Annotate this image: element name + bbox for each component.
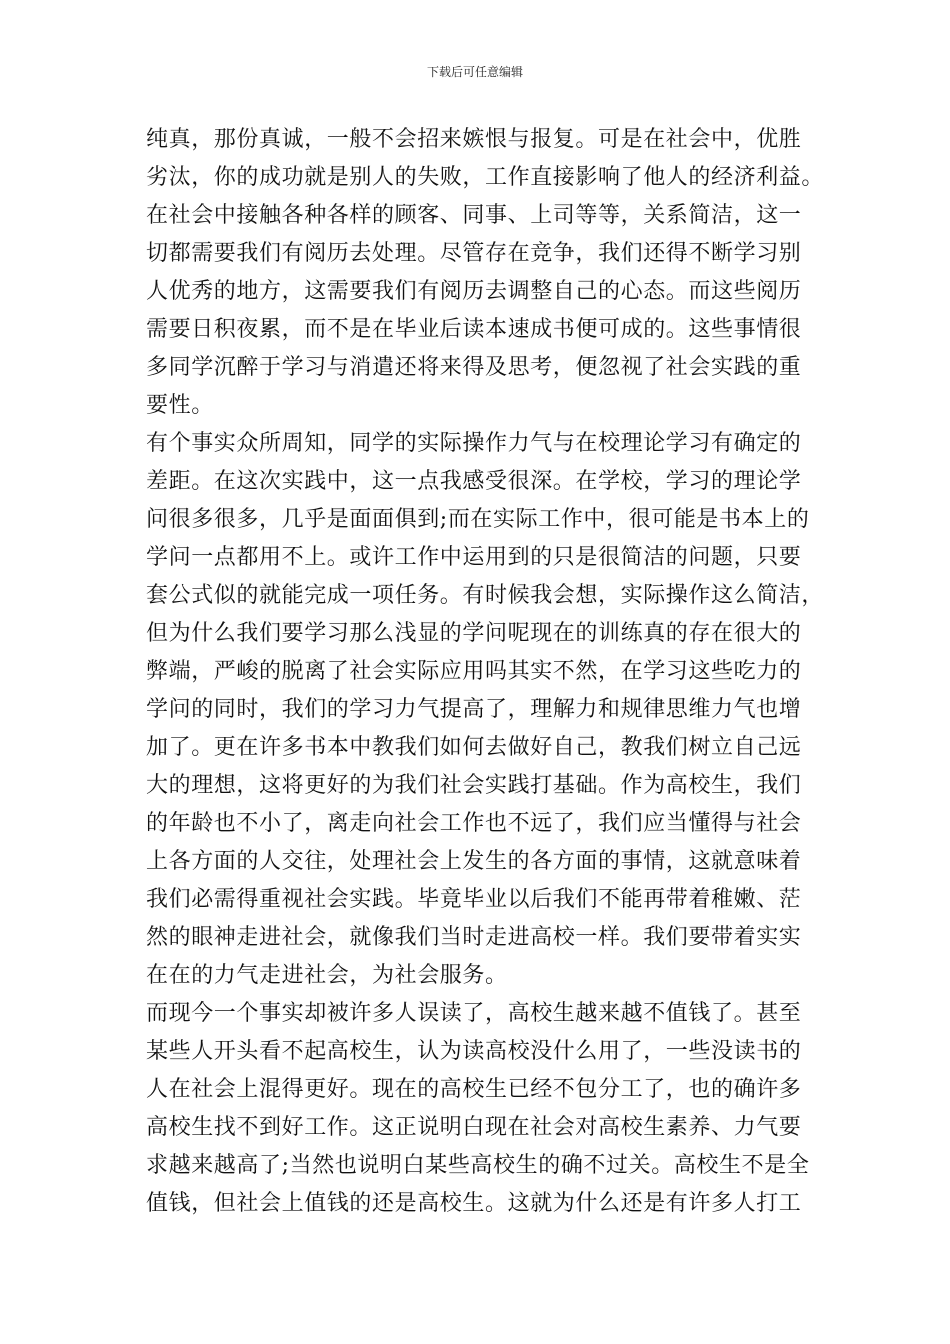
text-line: 但为什么我们要学习那么浅显的学问呢现在的训练真的存在很大的 — [146, 621, 802, 646]
text-line: 大的理想，这将更好的为我们社会实践打基础。作为高校生，我们 — [146, 773, 802, 798]
text-line: 人优秀的地方，这需要我们有阅历去调整自己的心态。而这些阅历 — [146, 279, 802, 304]
text-line: 多同学沉醉于学习与消遣还将来得及思考，便忽视了社会实践的重 — [146, 355, 802, 380]
text-line: 有个事实众所周知，同学的实际操作力气与在校理论学习有确定的 — [146, 431, 802, 456]
text-line: 要性。 — [146, 393, 214, 418]
text-line: 的年龄也不小了，离走向社会工作也不远了，我们应当懂得与社会 — [146, 811, 802, 836]
text-line: 在社会中接触各种各样的顾客、同事、上司等等，关系简洁，这一 — [146, 203, 802, 228]
text-line: 学问一点都用不上。或许工作中运用到的只是很简洁的问题，只要 — [146, 545, 802, 570]
text-line: 劣汰，你的成功就是别人的失败，工作直接影响了他人的经济利益。 — [146, 165, 825, 190]
text-line: 上各方面的人交往，处理社会上发生的各方面的事情，这就意味着 — [146, 849, 802, 874]
text-line: 值钱，但社会上值钱的还是高校生。这就为什么还是有许多人打工 — [146, 1191, 802, 1216]
text-line: 学问的同时，我们的学习力气提高了，理解力和规律思维力气也增 — [146, 697, 802, 722]
text-line: 需要日积夜累，而不是在毕业后读本速成书便可成的。这些事情很 — [146, 317, 802, 342]
text-line: 加了。更在许多书本中教我们如何去做好自己，教我们树立自己远 — [146, 735, 802, 760]
text-line: 差距。在这次实践中，这一点我感受很深。在学校，学习的理论学 — [146, 469, 802, 494]
text-line: 弊端，严峻的脱离了社会实际应用吗其实不然，在学习这些吃力的 — [146, 659, 802, 684]
text-line: 切都需要我们有阅历去处理。尽管存在竞争，我们还得不断学习别 — [146, 241, 802, 266]
text-line: 纯真，那份真诚，一般不会招来嫉恨与报复。可是在社会中，优胜 — [146, 127, 802, 152]
text-line: 我们必需得重视社会实践。毕竟毕业以后我们不能再带着稚嫩、茫 — [146, 887, 802, 912]
page-header: 下载后可任意编辑 — [426, 65, 523, 79]
document-body — [146, 121, 826, 1223]
text-line: 套公式似的就能完成一项任务。有时候我会想，实际操作这么简洁， — [146, 583, 825, 608]
text-line: 而现今一个事实却被许多人误读了，高校生越来越不值钱了。甚至 — [146, 1001, 802, 1026]
text-line: 在在的力气走进社会，为社会服务。 — [146, 963, 508, 988]
text-line: 人在社会上混得更好。现在的高校生已经不包分工了，也的确许多 — [146, 1077, 802, 1102]
text-line: 某些人开头看不起高校生，认为读高校没什么用了，一些没读书的 — [146, 1039, 802, 1064]
text-line: 问很多很多，几乎是面面俱到;而在实际工作中，很可能是书本上的 — [146, 507, 810, 532]
text-line: 然的眼神走进社会，就像我们当时走进高校一样。我们要带着实实 — [146, 925, 802, 950]
text-line: 求越来越高了;当然也说明白某些高校生的确不过关。高校生不是全 — [146, 1153, 810, 1178]
text-line: 高校生找不到好工作。这正说明白现在社会对高校生素养、力气要 — [146, 1115, 802, 1140]
